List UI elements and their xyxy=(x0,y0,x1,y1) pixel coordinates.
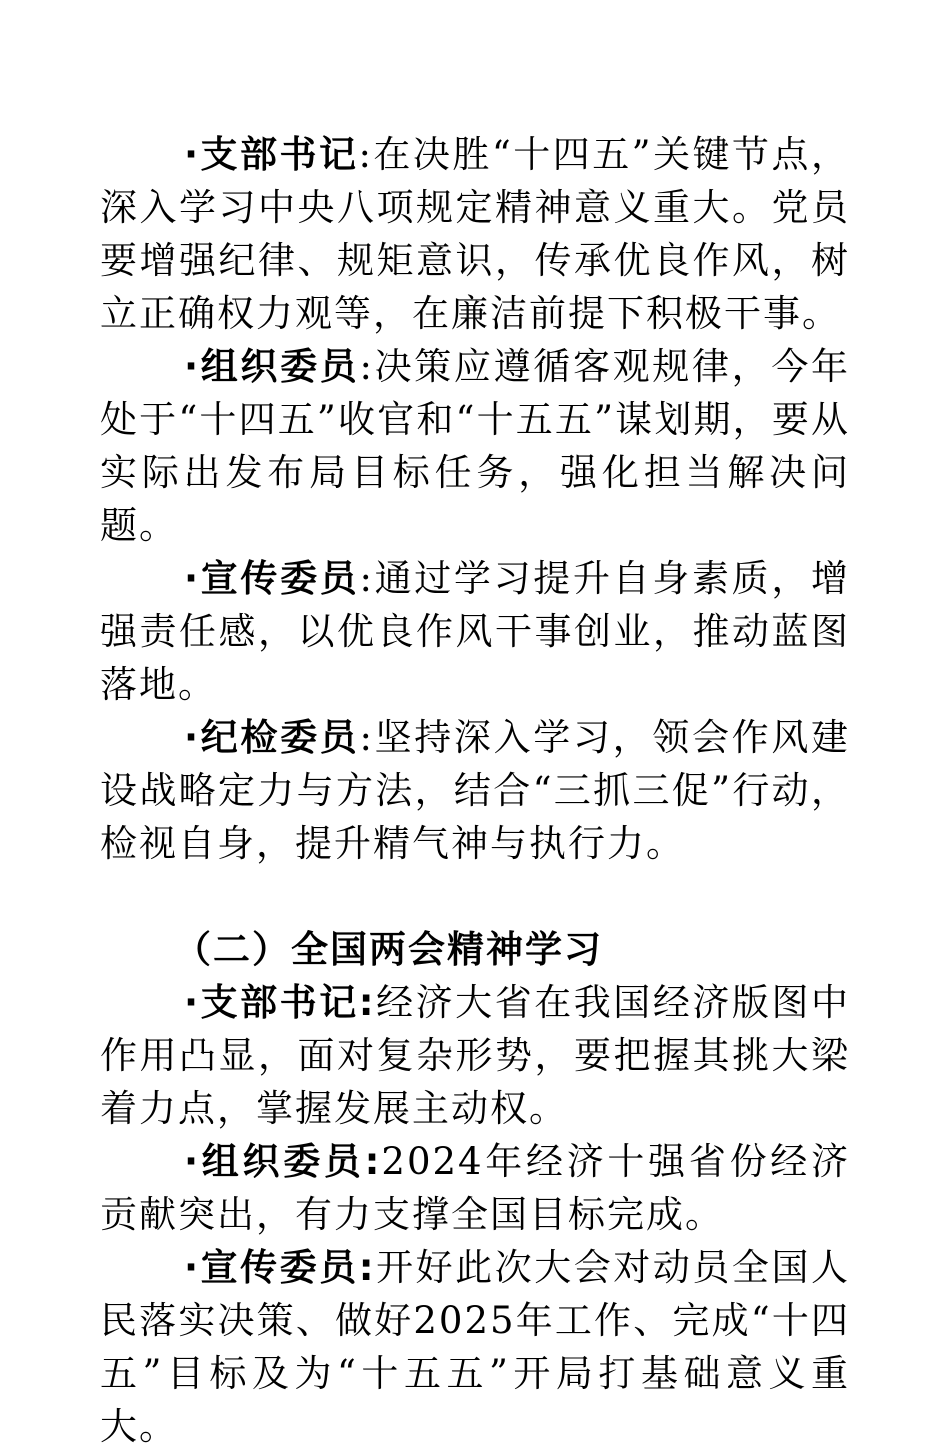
role-label: ·支部书记 xyxy=(184,133,359,176)
paragraph-text: 决策应遵循客观规律，今年处于“十四五”收官和“十五五”谋划期，要从实际出发布局目标任务，强化担当解决问题。 xyxy=(100,345,851,547)
role-label: ·宣传委员: xyxy=(184,1246,376,1289)
section-heading: （二）全国两会精神学习 xyxy=(174,928,603,971)
label-separator: : xyxy=(359,345,374,388)
paragraph-text: 坚持深入学习，领会作风建设战略定力与方法，结合“三抓三促”行动，检视自身，提升精气神与执行力。 xyxy=(100,716,851,865)
paragraph-s1-organization xyxy=(100,340,850,552)
label-separator: : xyxy=(358,133,373,176)
paragraph-text: 开好此次大会对动员全国人民落实决策、做好2025年工作、完成“十四五”目标及为“十五五”开局打基础意义重大。 xyxy=(100,1246,850,1448)
paragraph-s2-secretary xyxy=(100,976,850,1135)
paragraph-s1-publicity xyxy=(100,552,850,711)
paragraph-text: 经济大省在我国经济版图中作用凸显，面对复杂形势，要把握其挑大梁着力点，掌握发展主动权。 xyxy=(100,981,850,1130)
role-label: ·组织委员: xyxy=(184,1140,382,1183)
document-body xyxy=(100,128,850,1453)
paragraph-text: 2024年经济十强省份经济贡献突出，有力支撑全国目标完成。 xyxy=(100,1140,850,1236)
role-label: ·支部书记: xyxy=(184,981,376,1024)
label-separator: : xyxy=(359,716,374,759)
role-label: ·组织委员 xyxy=(184,345,360,388)
role-label: ·宣传委员 xyxy=(184,557,360,600)
label-separator: : xyxy=(359,557,374,600)
paragraph-s1-secretary xyxy=(100,128,850,340)
paragraph-text: 通过学习提升自身素质，增强责任感，以优良作风干事创业，推动蓝图落地。 xyxy=(100,557,851,706)
paragraph-text: 在决胜“十四五”关键节点，深入学习中央八项规定精神意义重大。党员要增强纪律、规矩意识，传承优良作风，树立正确权力观等，在廉洁前提下积极干事。 xyxy=(100,133,850,335)
paragraph-s2-organization xyxy=(100,1135,850,1241)
role-label: ·纪检委员 xyxy=(184,716,360,759)
paragraph-s1-discipline xyxy=(100,711,850,870)
section-spacer xyxy=(100,870,850,923)
paragraph-s2-publicity xyxy=(100,1241,850,1453)
